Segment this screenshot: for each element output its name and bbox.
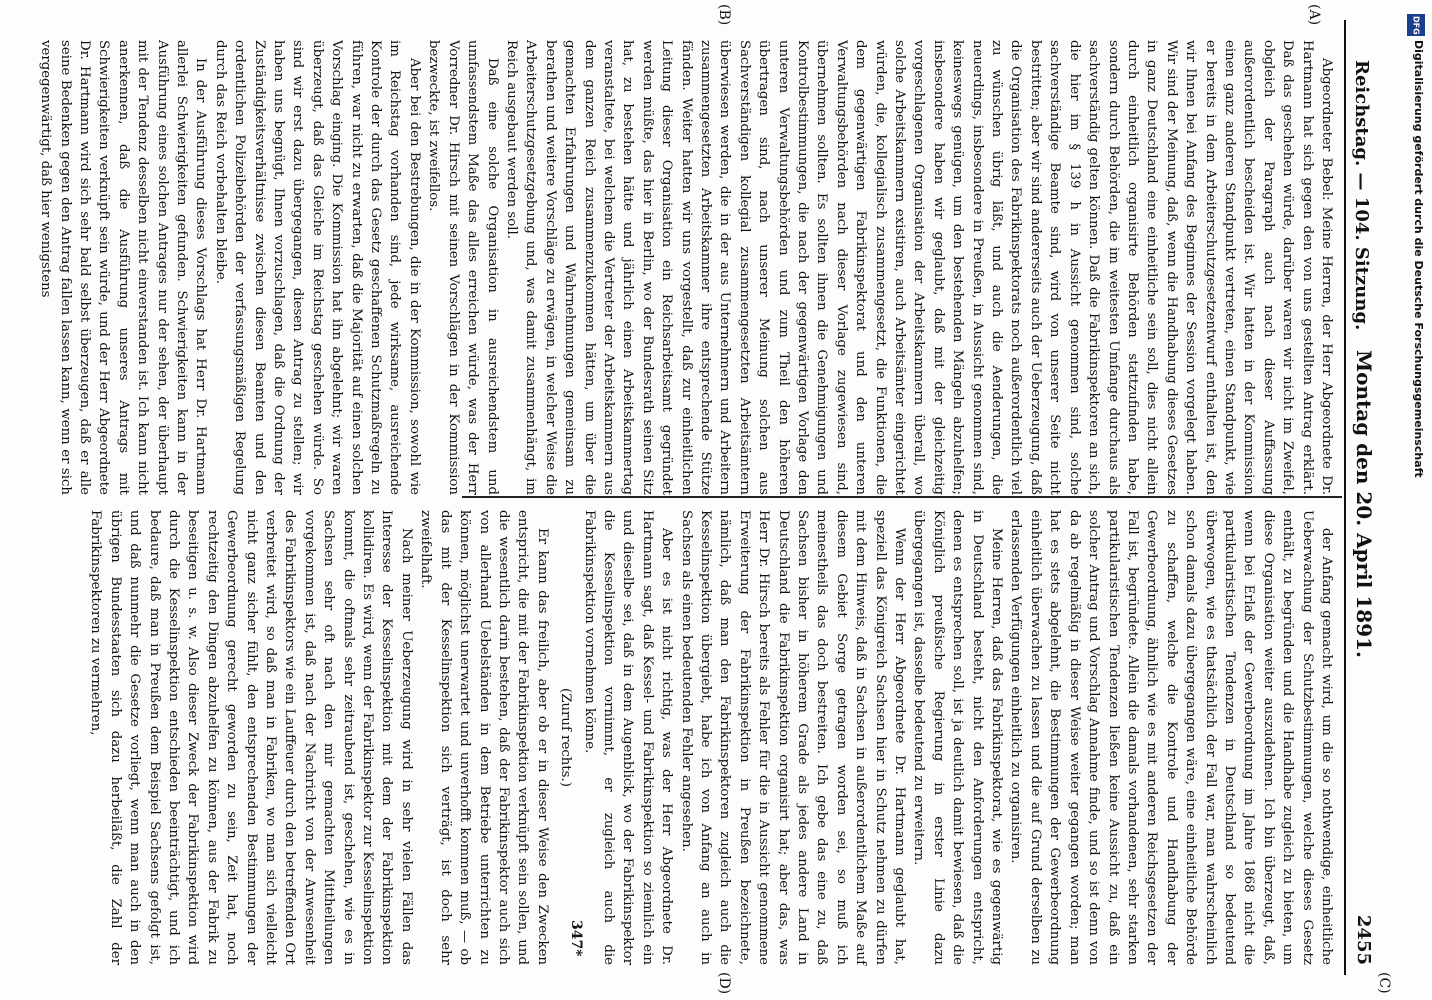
paragraph: Wenn der Herr Abgeordnete Dr. Hartmann geglaubt hat, speziell das Königreich Sachsen hier in Schutz nehmen zu dürfen mit dem Hinweis, daß in Sachsen in außerordentlichem Maße auf diesem Gebiet Sorge getragen worden sei, so muß ich meinestheils das doch bestreiten. Ich gebe das eine zu, daß Sachsen bisher in höherem Grade als jedes andere Land in Deutschland die Fabrikinspektion organisirt hat; aber das, was Herr Dr. Hirsch bereits als Fehler für die in Aussicht genommene Erweiterung der Fabrikinspektion in Preußen bezeichnete, nämlich, daß man den Fabrikinspektoren zugleich auch die Kesselinspektion übergiebt, habe ich von Anfang an auch in Sachsen als einen bedeutenden Fehler angesehen. xyxy=(678,510,908,965)
paragraph: Aber bei den Bestrebungen, die in der Kommission, sowohl wie im Reichstag vorhanden sind, jede wirksame, ausreichende Kontrole der durch das Gesetz geschaffenen Schutzmaßregeln zu führen, war nicht zu erwarten, daß die Majorität auf einen solchen Vorschlag einging. Die Kommission hat ihn abgelehnt; wir waren überzeugt, daß das Gleiche im Reichstag geschehen würde. So sind wir erst dazu übergegangen, diesen Antrag zu stellen; wir haben uns begnügt, Ihnen vorzuschlagen, daß die Ordnung der Zuständigkeitsverhältnisse zwischen diesen Beamten und den ordentlichen Polizeibehörden der verfassungsmäßigen Regelung durch das Reich vorbehalten bleibe. xyxy=(212,40,422,495)
column-divider xyxy=(462,496,1342,498)
margin-marker-d: (D) xyxy=(716,972,732,995)
paragraph: der Anfang gemacht wird, um die so nothwendige, einheitliche Ueberwachung der Schutzbestimmungen, welche dieses Gesetz enthält, zu begründen und die Handhabe zugleich zu bieten, um diese Organisation weiter auszudehnen. Ich bin überzeugt, daß, wenn bei Erlaß der Gewerbeordnung im Jahre 1868 nicht die partikularistischen Tendenzen in Deutschland so bedeutend überwogen, wie es thatsächlich der Fall war, man wahrscheinlich schon damals dazu übergegangen wäre, eine einheitliche Behörde zu schaffen, welche die Kontrole und Handhabung der Gewerbeordnung, ähnlich wie es mit anderen Reichsgesetzen der Fall ist, begründete. Allein die damals vorhandenen, sehr starken partikularistischen Tendenzen ließen keine Aussicht zu, daß ein solcher Antrag und Vorschlag Annahme finde, und so ist denn von da ab regelmäßig in dieser Weise weiter gegangen worden; man hat es stets abgelehnt, die Bestimmungen der Gewerbeordnung einheitlich überwachen zu lassen und die auf Grund derselben zu erlassenden Verfügungen einheitlich zu organisiren. xyxy=(1008,510,1334,965)
dfg-logo-text: DFG xyxy=(1411,15,1421,35)
interjection: (Zuruf rechts.) xyxy=(558,688,574,787)
paragraph: Daß eine solche Organisation in ausreichendstem und umfassendstem Maße das alles erreichen würde, was der Herr Vorredner Dr. Hirsch mit seinen Vorschlägen in der Kommission bezweckte, ist zweifellos. xyxy=(426,40,500,495)
dfg-logo xyxy=(1407,14,1425,36)
paragraph: Nach meiner Ueberzeugung wird in sehr vielen Fällen das Interesse der Kesselinspektion mit dem der Fabrikinspektion kollidiren. Es wird, wenn der Fabrikinspektor zur Kesselinspektion kommt, die oftmals sehr zeitraubend ist, geschehen, wie es in Sachsen sehr oft nach den mir gemachten Mittheilungen vorgekommen ist, daß nach der Nachricht von der Anwesenheit des Fabrikinspektors wie ein Lauffeuer durch den betreffenden Ort verbreitet wird, so daß man in Fabriken, wo man sich vielleicht nicht ganz sicher fühlt, den entsprechenden Bestimmungen der Gewerbeordnung gerecht geworden zu sein, Zeit hat, noch rechtzeitig den Dingen abzuhelfen zu können, aus der Fabrik zu beseitigen u. s. w. Also dieser Zweck der Fabrikinspektion wird durch die Kesselinspektion entschieden beeinträchtigt, und ich bedaure, daß man in Preußen dem Beispiel Sachsens gefolgt ist, und daß nunmehr die Gesetze vorliegt, wenn man auch in den übrigen Bundesstaaten sich dazu herbeiläßt, die Zahl der Fabrikinspektoren zu vermehren, xyxy=(88,510,414,965)
margin-marker-b: (B) xyxy=(716,4,732,26)
paragraph: In der Ausführung dieses Vorschlags hat Herr Dr. Hartmann allerlei Schwierigkeiten gefunden. Schwierigkeiten kann in der Ausführung eines solchen Antrages nur der sehen, der überhaupt mit der Tendenz desselben nicht einverstanden ist. Ich kann nicht anerkennen, daß die Ausführung unseres Antrags mit Schwierigkeiten verknüpft sein würde, und der Herr Abgeordnete Dr. Hartmann wird sich sehr bald selbst überzeugen, daß er alle seine Bedenken gegen den Antrag fallen lassen kann, wenn er sich vergegenwärtigt, daß hier wenigstens xyxy=(38,40,209,495)
header-date: Montag den 20. April 1891. xyxy=(1352,350,1376,658)
paragraph: Er kann das freilich, aber ob er in dieser Weise den Zwecken entspricht, die mit der Fabrikinspektion verknüpft sein sollen, und die wesentlich darin bestehen, daß der Fabrikinspektor auch sich von allerhand Uebelständen in dem Betriebe unterrichten zu können, möglichst unerwartet und unverhofft kommen muß, — ob das mit der Kesselinspektion sich verträgt, ist doch sehr zweifelhaft. xyxy=(418,510,550,965)
paragraph: Abgeordneter Bebel: Meine Herren, der Herr Abgeordnete Dr. Hartmann hat sich gegen den von uns gestellten Antrag erklärt. Daß das geschehen würde, darüber waren wir nicht im Zweifel, obgleich der Paragraph auch nach dieser Auffassung außerordentlich bescheiden ist. Wir hatten in der Kommission einen ganz anderen Standpunkt vertreten, einen Standpunkt, wie er bereits in dem Arbeiterschutzgesetzentwurf enthalten ist, den wir Ihnen bei Anfang des Beginnes der Session vorgelegt haben. Wir sind der Meinung, daß, wenn die Handhabung dieses Gesetzes in ganz Deutschland eine einheitliche sein soll, dies nicht allein durch einheitlich organisirte Behörden stattzufinden habe, sondern durch Behörden, die im weitesten Umfange durchaus als sachverständig gelten können. Daß die Fabrikinspektoren an sich, die hier im § 139 h in Aussicht genommen sind, solche sachverständige Beamte sind, wird von unserer Seite nicht bestritten; aber wir sind andererseits auch der Ueberzeugung, daß die Organisation des Fabrikinspektorats noch außerordentlich viel zu wünschen übrig läßt, und auch die Aenderungen, die neuerdings, insbesondere in Preußen, in Aussicht genommen sind, keineswegs genügen, um den bestehenden Mängeln abzuhelfen; insbesondere haben wir geglaubt, daß mit der gleichzeitig vorgeschlagenen Organisation der Arbeitskammern überall, wo solche Arbeitskammern existiren, auch Arbeitsämter eingerichtet würden, die, kollegialisch zusammengesetzt, die Funktionen, die dem gegenwärtigen Fabrikinspektorat und den unteren Verwaltungsbehörden nach dieser Vorlage zugewiesen sind, übernehmen sollten. Es sollten ihnen die Genehmigungen und Kontrolbestimmungen, die nach der gegenwärtigen Vorlage den unteren Verwaltungsbehörden und zum Theil den höheren übertragen sind, nach unserer Meinung solchen aus Sachverständigen kollegial zusammengesetzten Arbeitsämtern überwiesen werden, die in der aus Unternehmern und Arbeitern zusammengesetzten Arbeitskammer ihre entsprechende Stütze fänden. Weiter hatten wir uns vorgestellt, daß zur einheitlichen Leitung dieser Organisation ein Reichsarbeitsamt gegründet werden müßte, das hier in Berlin, wo der Bundesrath seinen Sitz hat, zu bestehen hätte und jährlich einen Arbeitskammertag veranstaltete, bei welchem die Vertreter der Arbeitskammern aus dem ganzen Reich zusammenzukommen hätten, um über die gemachten Erfahrungen und Wahrnehmungen gemeinsam zu berathen und weitere Vorschläge zu erwägen, in welcher Weise die Arbeiterschutzgesetzgebung und, was damit zusammenhängt, im Reich ausgebaut werden soll. xyxy=(503,40,1334,495)
right-column xyxy=(88,510,1336,965)
paragraph: Meine Herren, daß das Fabrikinspektorat, wie es gegenwärtig in Deutschland besteht, nicht den Anforderungen entspricht, denen es entsprechen soll, ist ja deutlich damit bewiesen, daß die Königlich preußische Regierung in erster Linie dazu übergegangen ist, dasselbe bedeutend zu erweitern. xyxy=(911,510,1005,965)
page-number: 2455 xyxy=(1353,914,1374,965)
credit-text: Digitalisierung gefördert durch die Deutsche Forschungsgemeinschaft xyxy=(1412,40,1425,478)
margin-marker-c: (C) xyxy=(1376,972,1392,994)
left-column xyxy=(38,40,1336,495)
paragraph: Aber es ist nicht richtig, was der Herr Abgeordnete Dr. Hartmann sagt, daß Kessel- und Fabrikinspektion so ziemlich ein und dieselbe sei, daß in dem Augenblick, wo der Fabrikinspektor die Kesselinspektion vornimmt, er zugleich auch die Fabrikinspektion vornehmen könne. xyxy=(581,510,675,965)
header-left: Reichstag. — 104. Sitzung. xyxy=(1351,60,1372,331)
running-header xyxy=(1344,20,1376,975)
credit-strip xyxy=(1405,40,1429,920)
margin-marker-a: (A) xyxy=(1306,4,1322,26)
sheet-signature: 347* xyxy=(568,920,584,957)
